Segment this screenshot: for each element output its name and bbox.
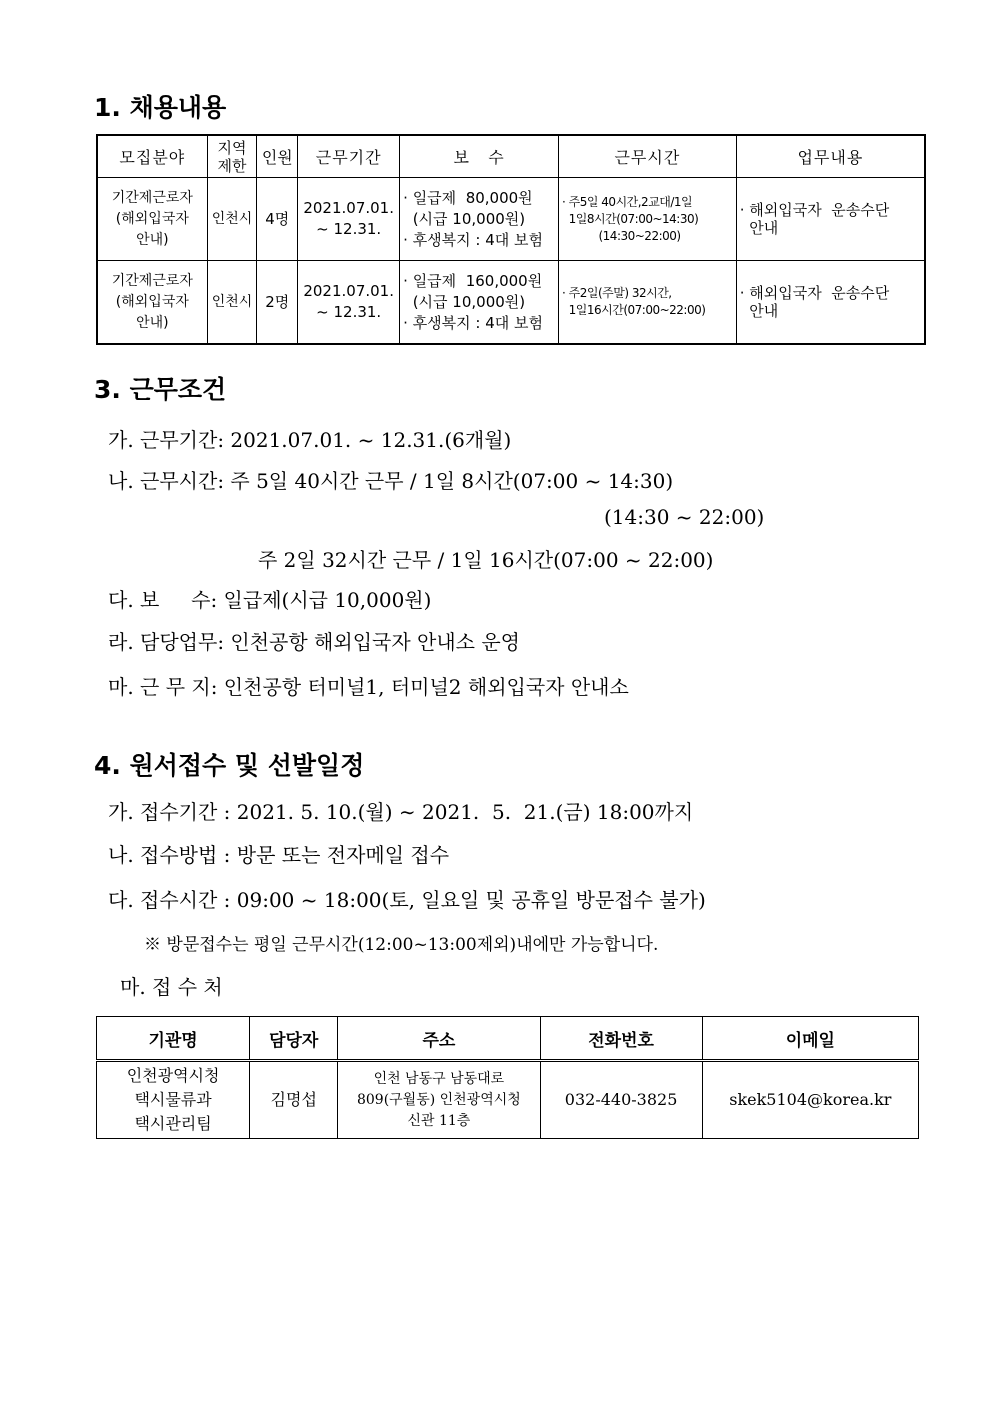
cell-period: 2021.07.01. ~ 12.31. xyxy=(298,178,400,261)
recruitment-table xyxy=(96,134,926,345)
cell-field: 기간제근로자 (해외입국자 안내) xyxy=(97,178,207,261)
cell-duty: · 해외입국자 운송수단 안내 xyxy=(736,261,925,345)
condition-period: 가. 근무기간: 2021.07.01. ~ 12.31.(6개월) xyxy=(108,428,512,452)
condition-location: 마. 근 무 지: 인천공항 터미널1, 터미널2 해외입국자 안내소 xyxy=(108,675,629,699)
cell-region: 인천시 xyxy=(207,261,257,345)
section-4-title: 4. 원서접수 및 선발일정 xyxy=(94,751,365,780)
cell-pay: · 일급제 80,000원 (시급 10,000원) · 후생복지 : 4대 보험 xyxy=(400,178,559,261)
cell-org: 인천광역시청 택시물류과 택시관리팀 xyxy=(97,1061,250,1139)
col-header-address: 주소 xyxy=(338,1017,540,1061)
col-header-hours: 근무시간 xyxy=(559,135,737,178)
table-header-row xyxy=(97,1017,919,1061)
col-header-email: 이메일 xyxy=(702,1017,918,1061)
condition-pay: 다. 보 수: 일급제(시급 10,000원) xyxy=(108,588,432,612)
condition-hours-weekend: 주 2일 32시간 근무 / 1일 16시간(07:00 ~ 22:00) xyxy=(258,548,714,572)
cell-count: 2명 xyxy=(257,261,298,345)
table-row xyxy=(97,1061,919,1139)
col-header-field: 모집분야 xyxy=(97,135,207,178)
cell-address: 인천 남동구 남동대로 809(구월동) 인천광역시청 신관 11층 xyxy=(338,1061,540,1139)
apply-hours: 다. 접수시간 : 09:00 ~ 18:00(토, 일요일 및 공휴일 방문접수 불가) xyxy=(108,888,706,912)
apply-method: 나. 접수방법 : 방문 또는 전자메일 접수 xyxy=(108,843,450,867)
section-3-title: 3. 근무조건 xyxy=(94,375,227,404)
cell-person: 김명섭 xyxy=(250,1061,338,1139)
cell-duty: · 해외입국자 운송수단 안내 xyxy=(736,178,925,261)
cell-count: 4명 xyxy=(257,178,298,261)
col-header-period: 근무기간 xyxy=(298,135,400,178)
cell-email: skek5104@korea.kr xyxy=(702,1061,918,1139)
col-header-phone: 전화번호 xyxy=(540,1017,702,1061)
apply-period: 가. 접수기간 : 2021. 5. 10.(월) ∼ 2021. 5. 21.(금) 18:00까지 xyxy=(108,800,694,824)
apply-place-label: 마. 접 수 처 xyxy=(120,975,223,999)
table-row xyxy=(97,261,925,345)
cell-field: 기간제근로자 (해외입국자 안내) xyxy=(97,261,207,345)
apply-note: ※ 방문접수는 평일 근무시간(12:00~13:00제외)내에만 가능합니다. xyxy=(144,935,659,955)
col-header-duty: 업무내용 xyxy=(736,135,925,178)
cell-hours: · 주5일 40시간,2교대/1일 1일8시간(07:00~14:30) (14:30~22:00) xyxy=(559,178,737,261)
col-header-count: 인원 xyxy=(257,135,298,178)
col-header-person: 담당자 xyxy=(250,1017,338,1061)
condition-hours-shift2: (14:30 ~ 22:00) xyxy=(604,505,765,529)
cell-hours: · 주2일(주말) 32시간, 1일16시간(07:00~22:00) xyxy=(559,261,737,345)
table-row xyxy=(97,178,925,261)
col-header-org: 기관명 xyxy=(97,1017,250,1061)
col-header-region: 지역 제한 xyxy=(207,135,257,178)
cell-phone: 032-440-3825 xyxy=(540,1061,702,1139)
col-header-pay: 보 수 xyxy=(400,135,559,178)
condition-hours: 나. 근무시간: 주 5일 40시간 근무 / 1일 8시간(07:00 ~ 14:30) xyxy=(108,469,674,493)
cell-pay: · 일급제 160,000원 (시급 10,000원) · 후생복지 : 4대 보험 xyxy=(400,261,559,345)
cell-period: 2021.07.01. ~ 12.31. xyxy=(298,261,400,345)
section-1-title: 1. 채용내용 xyxy=(94,93,227,122)
table-header-row xyxy=(97,135,925,178)
condition-duty: 라. 담당업무: 인천공항 해외입국자 안내소 운영 xyxy=(108,630,520,654)
cell-region: 인천시 xyxy=(207,178,257,261)
contact-table xyxy=(96,1016,919,1139)
